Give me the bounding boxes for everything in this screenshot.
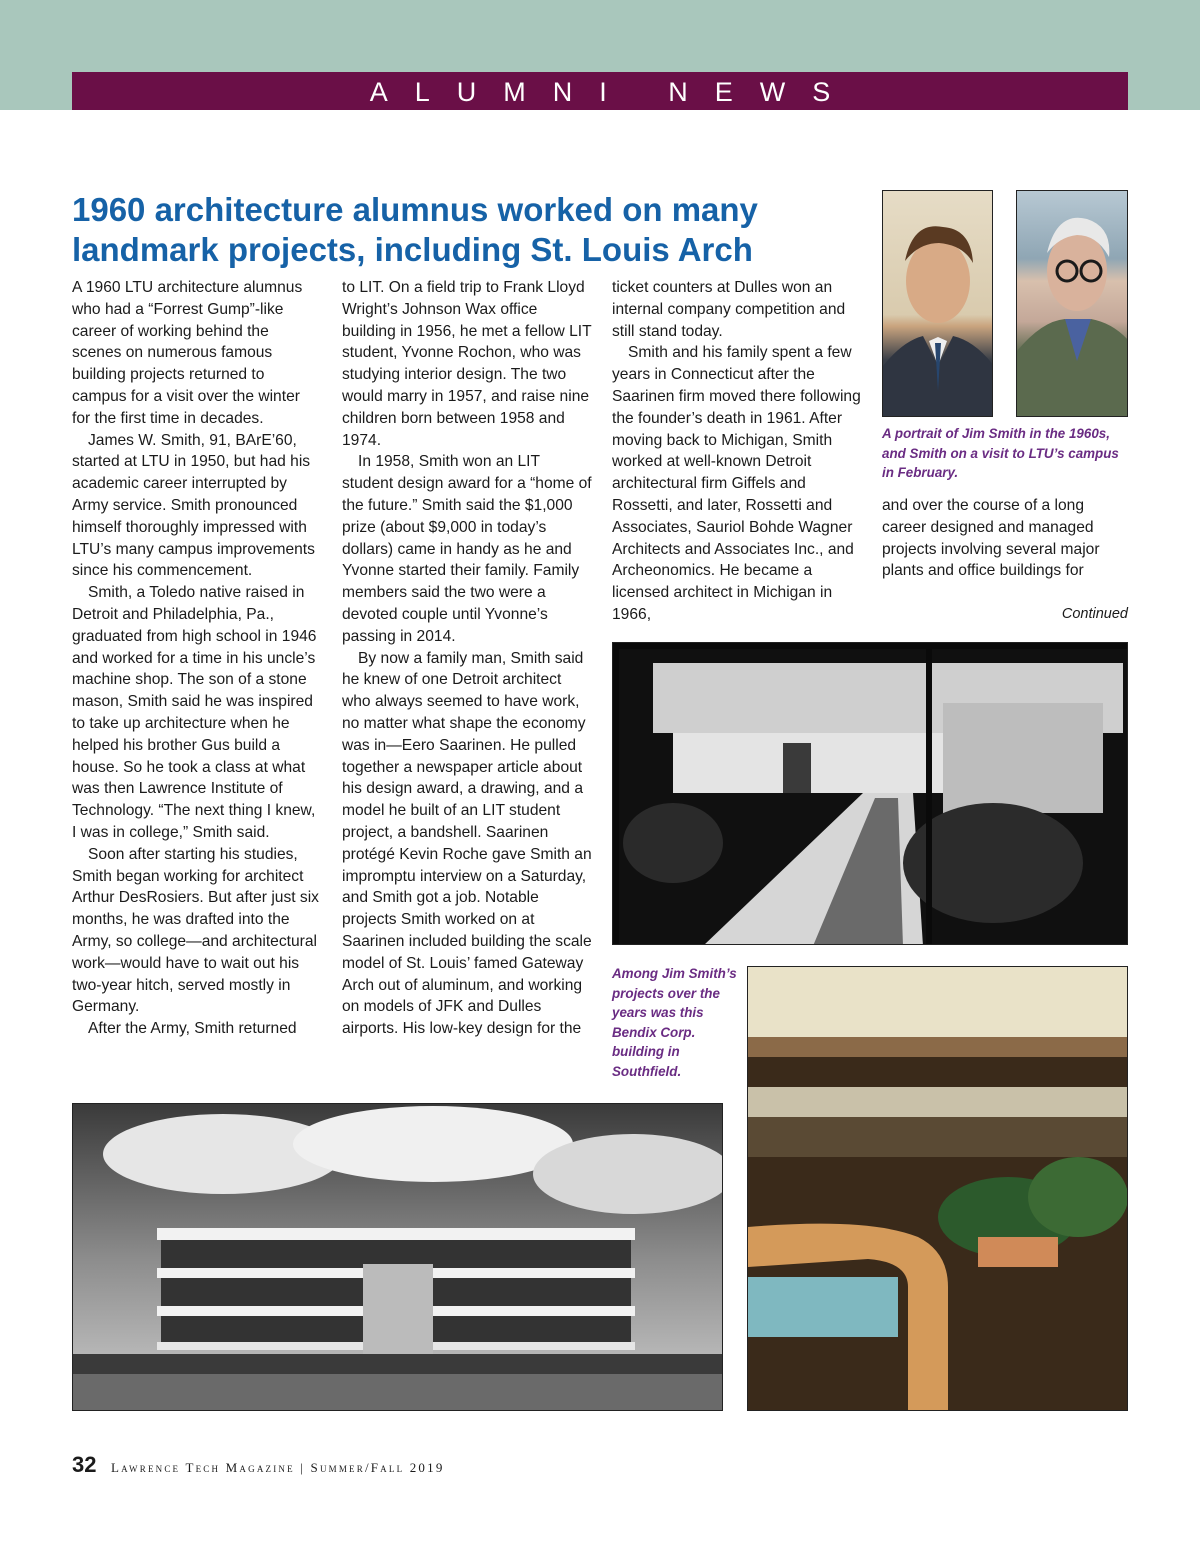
- portrait-caption: A portrait of Jim Smith in the 1960s, and Smith on a visit to LTU’s campus in February.: [882, 426, 1119, 481]
- paragraph: By now a family man, Smith said he knew of one Detroit architect who always seemed to have work, no matter what shape the economy was in—Eero Saarinen. He pulled together a newspaper article about his design award, a drawing, and a model he built of an LIT student project, a bandshell. Saarinen protégé Kevin Roche gave Smith an impromptu interview on a Saturday, and Smith got a job. Notable projects Smith worked on at Saarinen included building the scale model of St. Louis’ famed Gateway Arch out of aluminum, and working on models of JFK and Dulles airports. His low-key design for the: [342, 649, 592, 1038]
- paragraph: ticket counters at Dulles won an internal company competition and still stand today.: [612, 279, 846, 340]
- portrait-painting-illustration: [883, 191, 993, 417]
- atrium-photo: [747, 966, 1128, 1411]
- bendix-caption: Among Jim Smith’s projects over the years was this Bendix Corp. building in Southfield.: [612, 966, 737, 1079]
- portrait-painting-photo: [882, 190, 993, 417]
- article-column-2: [342, 277, 592, 1040]
- paragraph: In 1958, Smith won an LIT student design award for a “home of the future.” Smith said the $1,000 prize (about $9,000 in today’s dollars) came in handy as he and Yvonne started their family. Family members said the two were a devoted couple until Yvonne’s passing in 2014.: [342, 453, 592, 645]
- paragraph: and over the course of a long career designed and managed projects involving several major plants and office buildings for: [882, 497, 1100, 580]
- bendix-building-illustration: [73, 1104, 723, 1411]
- paragraph: Smith and his family spent a few years in Connecticut after the Saarinen firm moved there following the founder’s death in 1961. After moving back to Michigan, Smith worked at well-known Detroit architectural firm Giffels and Rossetti, and later, Rossetti and Associates, Sauriol Bohde Wagner Architects and Associates Inc., and Archeonomics. He became a licensed architect in Michigan in 1966,: [612, 344, 861, 623]
- page-number: 32: [72, 1452, 97, 1477]
- paragraph: to LIT. On a field trip to Frank Lloyd Wright’s Johnson Wax office building in 1956, he met a fellow LIT student, Yvonne Rochon, who was studying interior design. The two would marry in 1957, and raise nine children born between 1958 and 1974.: [342, 279, 592, 449]
- courtyard-photo: [612, 642, 1128, 945]
- paragraph: After the Army, Smith returned: [88, 1020, 297, 1038]
- courtyard-illustration: [613, 643, 1128, 945]
- section-title: ALUMNI NEWS: [369, 77, 858, 107]
- portrait-recent-illustration: [1017, 191, 1128, 417]
- footer-publication: Lawrence Tech Magazine | Summer/Fall 2019: [110, 1460, 445, 1475]
- article-column-4: [882, 495, 1128, 582]
- bendix-building-photo: [72, 1103, 723, 1411]
- article-column-3: [612, 277, 862, 626]
- atrium-illustration: [748, 967, 1128, 1411]
- paragraph: Soon after starting his studies, Smith began working for architect Arthur DesRosiers. But after just six months, he was drafted into the Army, so college—and architectural work—would have to wait out his two-year hitch, served mostly in Germany.: [72, 845, 319, 1016]
- article-column-1: [72, 277, 322, 1040]
- paragraph: James W. Smith, 91, BArE’60, started at LTU in 1950, but had his academic career interrupted by Army service. Smith pronounced himself thoroughly impressed with LTU’s many campus improvements since his commencement.: [72, 431, 315, 580]
- portrait-recent-photo: [1016, 190, 1128, 417]
- continued-label: Continued: [1061, 606, 1128, 622]
- paragraph: Smith, a Toledo native raised in Detroit and Philadelphia, Pa., graduated from high school in 1946 and worked for a time in his uncle’s machine shop. The son of a stone mason, Smith said he was inspired to take up architecture when he helped his brother Gus build a house. So he took a class at what was then Lawrence Institute of Technology. “The next thing I knew, I was in college,” Smith said.: [72, 584, 317, 841]
- page-footer: [72, 1452, 445, 1482]
- article-headline: 1960 architecture alumnus worked on many landmark projects, including St. Louis Arch: [72, 191, 758, 268]
- paragraph: A 1960 LTU architecture alumnus who had a “Forrest Gump”-like career of working behind the scenes on numerous famous building projects returned to campus for a visit over the winter for the first time in decades.: [72, 279, 303, 427]
- section-header-bar: [72, 72, 1128, 110]
